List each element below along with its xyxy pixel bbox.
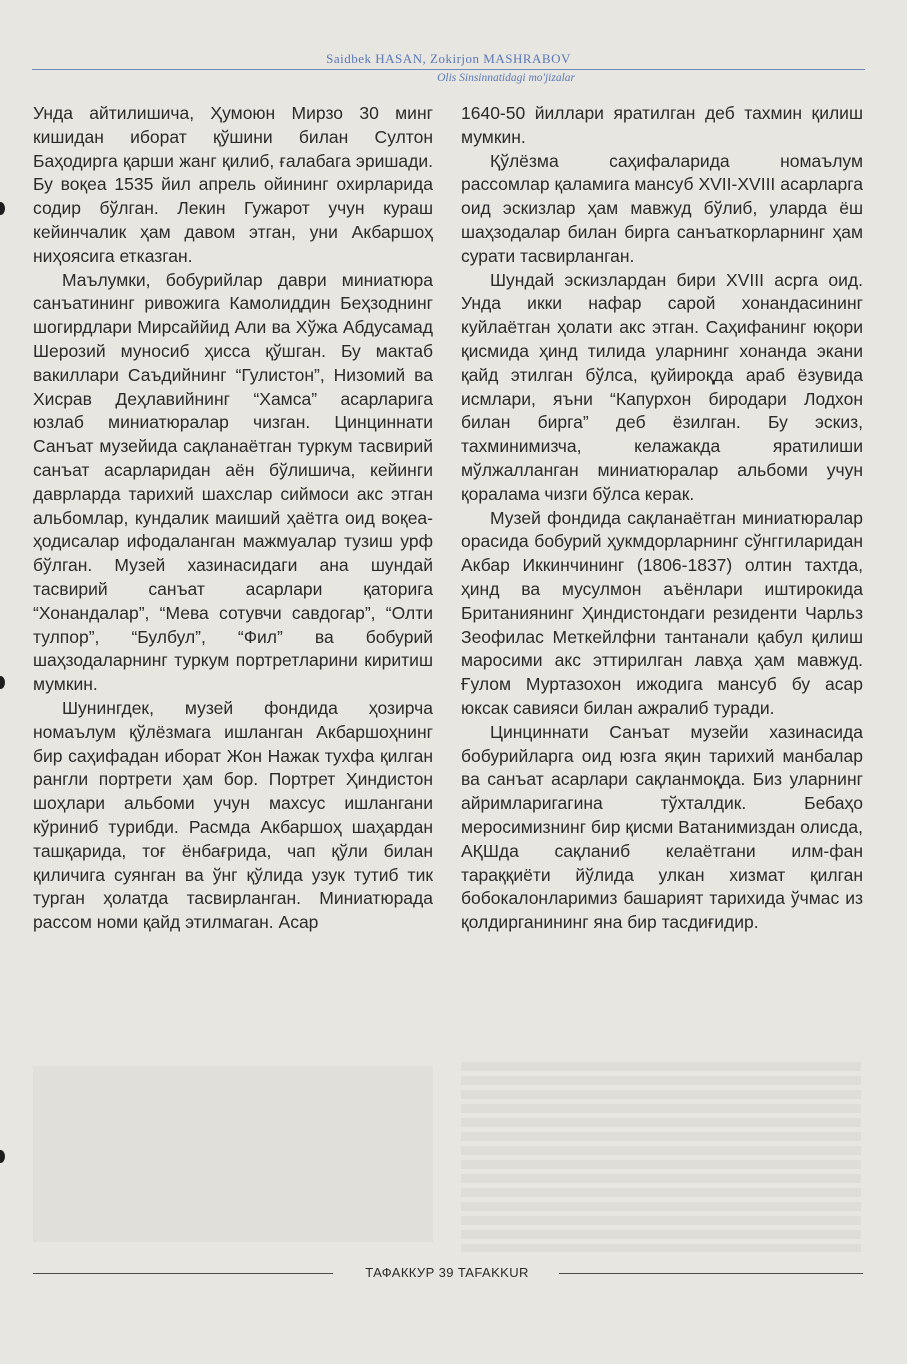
footer-page-label: ТАФАККУР 39 TAFAKKUR bbox=[365, 1265, 529, 1280]
binding-hole-top bbox=[0, 202, 5, 215]
binding-hole-bottom bbox=[0, 1150, 5, 1163]
header-subtitle: Olis Sinsinnatidagi mo'jizalar bbox=[437, 72, 575, 84]
page-footer bbox=[33, 1265, 863, 1281]
left-column bbox=[33, 102, 433, 935]
paragraph: 1640-50 йиллари яратилган деб тахмин қилиш мумкин. bbox=[461, 103, 863, 147]
paragraph: Музей фондида сақланаётган миниатюралар орасида бобурий ҳукмдорларнинг сўнггиларидан Акбар Иккинчининг (1806-1837) олтин тахтда, ҳинд ва мусулмон аъёнлари иштирокида Британиянинг Ҳиндистондаги резиденти Чарльз Зеофилас Меткейлфни тантанали қабул қилиш маросими акс эттирилган лавҳа ҳам мавжуд. Ғулом Муртазохон ижодига мансуб бу асар юксак савияси билан ажралиб туради. bbox=[461, 507, 863, 718]
right-column bbox=[461, 102, 863, 935]
footer-rule-left bbox=[33, 1273, 333, 1274]
running-header bbox=[32, 50, 865, 86]
paragraph: Қўлёзма саҳифаларида номаълум рассомлар қаламига мансуб XVII-XVIII асарларга оид эскизлар ҳам мавжуд бўлиб, уларда ёш шаҳзодалар билан бирга санъаткорларнинг ҳам сурати тасвирланган. bbox=[461, 150, 863, 266]
paragraph: Цинциннати Санъат музейи хазинасида бобурийларга оид юзга яқин тарихий манбалар ва санъат асарлари сақланмоқда. Биз уларнинг айримларигагина тўхталдик. Бебаҳо меросимизнинг бир қисми Ватанимиздан олисда, АҚШда сақланиб келаётгани илм-фан тараққиёти йўлида улкан хизмат қилган бобокалонларимиз башарият тарихида ўчмас из қолдирганининг яна бир тасдиғидир. bbox=[461, 721, 863, 933]
header-authors: Saidbek HASAN, Zokirjon MASHRABOV bbox=[326, 51, 571, 66]
paragraph: Шундай эскизлардан бири XVIII асрга оид. Унда икки нафар сарой хонандасининг куйлаётган ҳолати акс этган. Саҳифанинг юқори қисмида ҳинд тилида уларнинг хонанда экани қайд этилган бўлса, қуйироқда араб ёзувида исмлари, яъни “Капурхон биродари Лодхон билан бирга” деб ёзилган. Бу эскиз, тахминимизча, келажакда яратилиши мўлжалланган миниатюралар альбоми учун қоралама чизги бўлса керак. bbox=[461, 269, 863, 504]
binding-hole-middle bbox=[0, 676, 5, 689]
header-rule bbox=[32, 69, 865, 70]
paragraph: Шунингдек, музей фондида ҳозирча номаълум қўлёзмага ишланган Акбаршоҳнинг бир саҳифадан иборат Жон Нажак тухфа қилган рангли портрети ҳам бор. Портрет Ҳиндистон шоҳлари альбоми учун махсус ишлангани кўриниб турибди. Расмда Акбаршоҳ шаҳардан ташқарида, тоғ ёнбағрида, чап қўли билан қиличига суянган ва ўнг қўлида узук тутиб тик турган ҳолатда тасвирланган. Миниатюрада рассом номи қайд этилмаган. Асар bbox=[33, 697, 433, 933]
show-through-text bbox=[461, 1062, 861, 1252]
paragraph: Маълумки, бобурийлар даври миниатюра санъатининг ривожига Камолиддин Беҳзоднинг шогирдлари Мирсаййид Али ва Хўжа Абдусамад Шерозий муносиб ҳисса қўшган. Бу мактаб вакиллари Саъдийнинг “Гулистон”, Низомий ва Хисрав Деҳлавийнинг “Хамса” асарларига юзлаб миниатюралар чизган. Цинциннати Санъат музейида сақланаётган туркум тасвирий санъат асарларидан аён бўлишича, кейинги даврларда тарихий шахслар сиймоси акс этган альбомлар, кундалик маиший ҳаётга оид воқеа-ҳодисалар ифодаланган мажмуалар тузиш урф бўлган. Музей хазинасидаги ана шундай тасвирий санъат асарлари қаторига “Хонандалар”, “Мева сотувчи савдогар”, “Олти тулпор”, “Булбул”, “Фил” ва бобурий шаҳзодаларнинг туркум портретларини киритиш мумкин. bbox=[33, 269, 433, 695]
footer-rule-right bbox=[559, 1273, 863, 1274]
show-through-image bbox=[33, 1066, 433, 1242]
paragraph: Унда айтилишича, Ҳумоюн Мирзо 30 минг кишидан иборат қўшини билан Султон Баҳодирга қарши жанг қилиб, ғалабага эришади. Бу воқеа 1535 йил апрель ойининг охирларида содир бўлган. Лекин Гужарот учун кураш кейинчалик ҳам давом этган, уни Акбаршоҳ ниҳоясига етказган. bbox=[33, 103, 433, 266]
